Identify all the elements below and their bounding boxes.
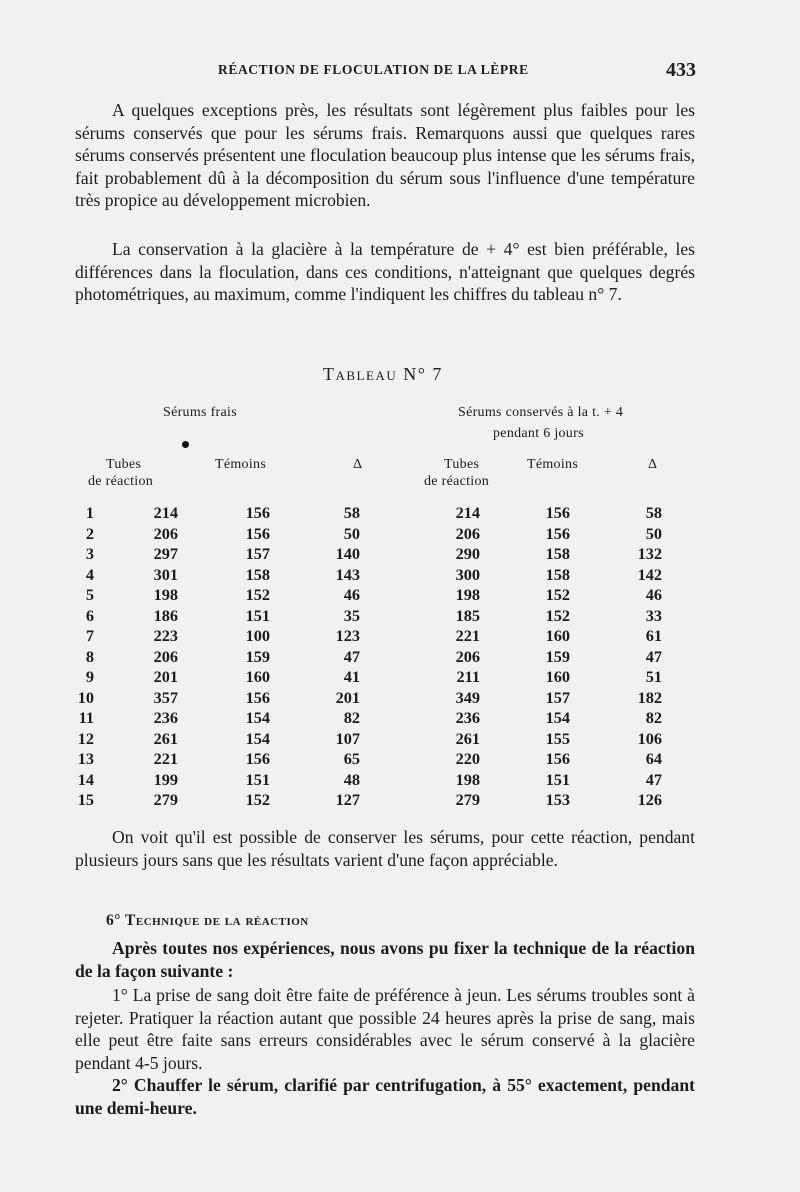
table-cell: 64	[645, 749, 662, 768]
table-cell: 153	[545, 790, 570, 809]
paragraph-conservation: La conservation à la glacière à la température de + 4° est bien préférable, les différences dans la floculation, dans ces conditions, n'atteignant que quelques degrés photométriques, au maximum, comme l'indiquent les chiffres du tableau n° 7.	[75, 239, 695, 305]
table-cell: 159	[245, 646, 270, 666]
row-number-cell: 13	[77, 749, 94, 768]
table-cell: 156	[545, 503, 570, 522]
table-cell: 35	[343, 605, 360, 625]
table-cell: 214	[153, 503, 178, 522]
table-cell: 151	[545, 769, 570, 789]
table-cell: 47	[645, 646, 662, 666]
table-cell: 152	[245, 585, 270, 604]
group-header-conserved: Sérums conservés à la t. + 4	[458, 405, 624, 420]
table-cell: 82	[343, 708, 360, 727]
table-cell: 107	[335, 728, 360, 748]
table-cell: 46	[645, 585, 662, 604]
table-cell: 279	[153, 790, 178, 809]
table-cell: 50	[343, 523, 360, 543]
table-cell: 152	[545, 605, 570, 625]
row-number-cell: 5	[85, 585, 94, 604]
table-cell: 198	[455, 585, 480, 604]
table-cell: 357	[153, 687, 178, 707]
table-cell: 236	[455, 708, 480, 727]
table-cell: 182	[637, 687, 662, 707]
col-header-reaction-conserved: de réaction	[424, 474, 490, 489]
row-number-cell: 2	[85, 523, 94, 543]
table-cell: 46	[343, 585, 360, 604]
table-cell: 158	[545, 544, 570, 563]
paragraph-conclusion: On voit qu'il est possible de conserver les sérums, pour cette réaction, pendant plusieurs jours sans que les résultats varient d'une façon appréciable.	[75, 827, 695, 870]
table-cell: 158	[545, 564, 570, 584]
row-number-cell: 9	[85, 667, 94, 686]
table-cell: 41	[343, 667, 360, 686]
col-header-delta: Δ	[353, 457, 363, 472]
table-row	[0, 503, 800, 524]
table-cell: 206	[455, 646, 480, 666]
table-cell: 151	[245, 605, 270, 625]
row-number-cell: 8	[85, 646, 94, 666]
row-number-cell: 7	[85, 626, 94, 645]
table-row	[0, 749, 800, 770]
table-cell: 154	[245, 728, 270, 748]
col-header-temoins: Témoins	[215, 457, 267, 472]
table-row	[0, 544, 800, 565]
table-row	[0, 688, 800, 709]
table-cell: 290	[455, 544, 480, 563]
table-cell: 279	[455, 790, 480, 809]
table-row	[0, 708, 800, 729]
table-row	[0, 524, 800, 545]
table-row	[0, 606, 800, 627]
table-cell: 156	[545, 523, 570, 543]
table-cell: 160	[245, 667, 270, 686]
table-cell: 185	[455, 605, 480, 625]
table-row	[0, 626, 800, 647]
table-body	[0, 503, 800, 811]
table-cell: 65	[343, 749, 360, 768]
row-number-cell: 15	[77, 790, 94, 809]
table-cell: 158	[245, 564, 270, 584]
table-row	[0, 667, 800, 688]
table-cell: 50	[645, 523, 662, 543]
table-cell: 201	[335, 687, 360, 707]
row-number-cell: 12	[77, 728, 94, 748]
group-header-conserved-days: pendant 6 jours	[493, 426, 584, 441]
table-cell: 157	[545, 687, 570, 707]
table-cell: 261	[153, 728, 178, 748]
table-cell: 261	[455, 728, 480, 748]
row-number-cell: 4	[85, 564, 94, 584]
table-cell: 154	[545, 708, 570, 727]
table-cell: 156	[245, 523, 270, 543]
table-cell: 154	[245, 708, 270, 727]
table-cell: 199	[153, 769, 178, 789]
table-cell: 151	[245, 769, 270, 789]
table-row	[0, 770, 800, 791]
table-cell: 58	[343, 503, 360, 522]
table-cell: 51	[645, 667, 662, 686]
table-row	[0, 585, 800, 606]
table-cell: 214	[455, 503, 480, 522]
table-cell: 201	[153, 667, 178, 686]
table-cell: 156	[245, 749, 270, 768]
table-cell: 211	[456, 667, 480, 686]
table-cell: 198	[153, 585, 178, 604]
table-cell: 82	[645, 708, 662, 727]
col-header-tubes: Tubes	[106, 457, 142, 472]
col-header-tubes-conserved: Tubes	[444, 457, 480, 472]
running-head	[0, 59, 800, 84]
table-cell: 156	[545, 749, 570, 768]
table-cell: 155	[545, 728, 570, 748]
table-cell: 159	[545, 646, 570, 666]
table-title: Tableau N° 7	[323, 364, 443, 384]
table-cell: 143	[335, 564, 360, 584]
table-cell: 300	[455, 564, 480, 584]
table-cell: 160	[545, 667, 570, 686]
table-cell: 61	[645, 626, 662, 645]
table-cell: 47	[343, 646, 360, 666]
table-cell: 297	[153, 544, 178, 563]
table-row	[0, 647, 800, 668]
running-title: RÉACTION DE FLOCULATION DE LA LÈPRE	[218, 62, 529, 77]
page-number: 433	[666, 59, 696, 81]
table-cell: 33	[645, 605, 662, 625]
row-number-cell: 3	[85, 544, 94, 563]
row-number-cell: 1	[85, 503, 94, 522]
table-cell: 58	[645, 503, 662, 522]
table-cell: 160	[545, 626, 570, 645]
table-cell: 186	[153, 605, 178, 625]
table-cell: 156	[245, 687, 270, 707]
ink-dot	[182, 441, 189, 448]
table-cell: 221	[153, 749, 178, 768]
table-cell: 221	[455, 626, 480, 645]
table-cell: 206	[153, 523, 178, 543]
table-cell: 236	[153, 708, 178, 727]
table-cell: 220	[455, 749, 480, 768]
col-header-reaction: de réaction	[88, 474, 154, 489]
paragraph-technique-intro: Après toutes nos expériences, nous avons pu fixer la technique de la réaction de la façon suivante :	[75, 938, 695, 981]
table-cell: 126	[637, 790, 662, 809]
table-cell: 157	[245, 544, 270, 563]
table-row	[0, 790, 800, 811]
row-number-cell: 6	[85, 605, 94, 625]
table-cell: 156	[245, 503, 270, 522]
paragraph-exceptions: A quelques exceptions près, les résultats sont légèrement plus faibles pour les sérums conservés que pour les sérums frais. Remarquons aussi que quelques rares sérums conservés présentent une floculation beaucoup plus intense que les sérums frais, fait probablement dû à la décomposition du sérum sous l'influence d'une température très propice au développement microbien.	[75, 100, 695, 211]
table-cell: 132	[637, 544, 662, 563]
table-cell: 349	[455, 687, 480, 707]
table-cell: 206	[153, 646, 178, 666]
table-cell: 47	[645, 769, 662, 789]
table-cell: 198	[455, 769, 480, 789]
table-cell: 152	[245, 790, 270, 809]
table-cell: 301	[153, 564, 178, 584]
row-number-cell: 11	[78, 708, 94, 727]
table-cell: 123	[335, 626, 360, 645]
table-cell: 142	[637, 564, 662, 584]
col-header-delta-conserved: Δ	[648, 457, 658, 472]
table-row	[0, 729, 800, 750]
table-cell: 106	[637, 728, 662, 748]
table-cell: 223	[153, 626, 178, 645]
row-number-cell: 10	[77, 687, 94, 707]
paragraph-step-2: 2° Chauffer le sérum, clarifié par centrifugation, à 55° exactement, pendant une demi-heure.	[75, 1075, 695, 1118]
table-cell: 140	[335, 544, 360, 563]
section-heading: 6° Technique de la réaction	[106, 912, 309, 929]
table-cell: 48	[343, 769, 360, 789]
col-header-temoins-conserved: Témoins	[527, 457, 579, 472]
group-header-fresh: Sérums frais	[163, 405, 237, 420]
table-cell: 206	[455, 523, 480, 543]
table-row	[0, 565, 800, 586]
paragraph-step-1: 1° La prise de sang doit être faite de préférence à jeun. Les sérums troubles sont à rejeter. Pratiquer la réaction autant que possible 24 heures après la prise de sang, mais elle peut être faite sans erreurs considérables avec le sérum conservé à la glacière pendant 4-5 jours.	[75, 985, 695, 1073]
table-cell: 152	[545, 585, 570, 604]
row-number-cell: 14	[77, 769, 94, 789]
table-cell: 127	[335, 790, 360, 809]
table-cell: 100	[245, 626, 270, 645]
